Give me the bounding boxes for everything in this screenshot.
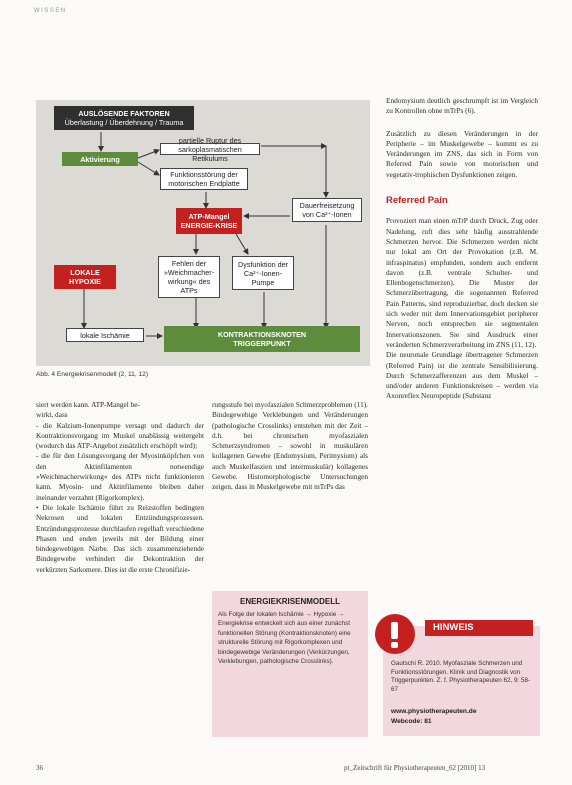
ischemia-box: lokale Ischämie xyxy=(66,328,144,342)
trigger-point-label: TRIGGERPUNKT xyxy=(233,339,291,348)
trigger-factors-title: AUSLÖSENDE FAKTOREN xyxy=(78,109,170,118)
contraction-knot-label: KONTRAKTIONSKNOTEN xyxy=(217,330,307,339)
hinweis-box xyxy=(383,622,540,736)
bullet-item: • Die lokale Ischämie führt zu Reizstoffen bedingten Nekrosen und lokalen Entzündungsprozessen. Entzündungsprozesse durchlaufen regelhaft verschiedene Phasen und enden jeweils mit der Bildung einer bindegewebigen Narbe. Das sich zusammenziehende Bindegewebe verhindert die Dekontraktion der verkürzten Sarkomere. Dies ist die erste Chronifizie- xyxy=(36,502,204,574)
hypoxia-box: LOKALE HYPOXIE xyxy=(54,265,116,289)
activation-box: Aktivierung xyxy=(62,152,138,166)
bullet-item: - die Kalzium-Ionenpumpe versagt und dadurch der Kontraktionsvorgang im Muskel unablässig weitergeht (wodurch das ATP-Angebot zusätzlich erschöpft wird); xyxy=(36,420,204,451)
middle-text: rungsstufe bei myofaszialen Schmerzproblemen (11). Bindegewebige Verklebungen und Veränderungen (pathologische Crosslinks) entstehen mit der Zeit – d.h. bei chronischen myofaszialen Schmerzsyndromen – sowohl in muskulären kollagenen Gewebe (Endomysium, Perimysium) als auch Muskelfaszien und intermuskulär) kollagenes Gewebe. Histomorphologische Untersuchungen zeigen, dass in Muskelgewebe mit mTrPs das xyxy=(212,400,368,492)
left-column xyxy=(36,400,204,575)
page-number: 36 xyxy=(36,764,43,772)
infobox-title: ENERGIEKRISENMODELL xyxy=(239,597,340,606)
journal-footer: pt_Zeitschrift für Physiotherapeuten_62 [2010] 13 xyxy=(344,764,486,772)
middle-column xyxy=(212,400,368,493)
right-column xyxy=(386,96,538,402)
trigger-factors-sub: Überlastung / Überdehnung / Trauma xyxy=(64,118,184,127)
energy-crisis-box xyxy=(176,208,242,234)
paragraph: Die neuronale Grundlage übertragener Schmerzen (Referred Pain) ist die zentrale Sensibilisierung. Durch Schmerzafferenzen aus dem Muskel – und/oder anderen Funktionskreisen – werden via Axonreflex Neuropeptide (Substanz xyxy=(386,350,538,401)
paragraph: Zusätzlich zu diesen Veränderungen in der Peripherie – im Muskelgewebe – kommt es zu Veränderungen im ZNS, das sich in Form von Referred Pain sowie von motorischen und vegetativ-trophischen Dysfunktionen zeigen. xyxy=(386,128,538,179)
figure-caption: Abb. 4 Energiekrisenmodell (2, 11, 12) xyxy=(36,371,149,378)
atp-deficit-label: ATP-Mangel xyxy=(188,212,230,221)
trigger-point-box xyxy=(164,326,360,352)
calcium-release-box: Dauerfreisetzung von Ca²⁺-Ionen xyxy=(292,198,362,222)
energy-crisis-figure xyxy=(36,100,370,366)
hinweis-web-link[interactable]: www.physiotherapeuten.de xyxy=(391,708,477,715)
section-label: WISSEN xyxy=(34,8,67,14)
hinweis-reference: Gautschi R. 2010. Myofasziale Schmerzen und Funktionsstörungen. Klinik und Diagnostik von Triggerpunkten. Z. f. Physiotherapeuten 62, 9: 58-67 xyxy=(391,660,531,693)
rupture-box: partielle Ruptur des sarkoplasmatischen Retikulums xyxy=(160,143,260,155)
energy-crisis-infobox xyxy=(212,591,368,737)
hinweis-webcode: Webcode: 81 xyxy=(391,718,432,725)
text-line: wirkt, dass xyxy=(36,410,68,420)
exclamation-icon xyxy=(375,614,415,654)
section-heading: Referred Pain xyxy=(386,195,448,207)
infobox-text: Als Folge der lokalen Ischämie → Hypoxie → Energiekrise entwickelt sich aus einer zunächst funktionellen Störung (Kontraktionsknoten) eine strukturelle Störung mit Rigorkomplexen und bindegewebige Veränderungen (Verkürzungen, Verklebungen, pathologische Crosslinks). xyxy=(218,611,351,666)
pump-dysfunction-box: Dysfunktion der Ca²⁺-Ionen-Pumpe xyxy=(232,256,294,290)
hinweis-title: HINWEIS xyxy=(425,620,533,636)
endplate-box: Funktionsstörung der motorischen Endplatte xyxy=(160,168,248,190)
paragraph: Endomysium deutlich geschrumpft ist im Vergleich zu Kontrollen ohne mTrPs (6). xyxy=(386,96,538,116)
bullet-item: - die für den Lösungsvorgang der Myosinköpfchen von den Aktinfilamenten notwendige »Weichmacherwirkung« des ATPs nicht funktionieren kann. Myosin- und Aktinfilamente bleiben daher ineinander verzahnt (Rigorkomplex). xyxy=(36,451,204,502)
paragraph: Provoziert man einen mTrP durch Druck, Zug oder Nadelung, ruft dies sehr häufig ausstrahlende Schmerzen hervor. Die Schmerzen werden nicht nur lokal am Ort der Provokation (z.B. M. infraspinatus) empfunden, sondern auch entfernt davon (z.B. ventrale Schulter- und Ellenbogenschmerzen). Die Muster der Schmerzübertragung, die sogenannten Referred Pain Patterns, sind reproduzierbar, doch decken sie sich weder mit dem Innervationsgebiet peripherer Nerven, noch entsprechen sie segmentalen Innervationszonen. Sie sind Ausdruck einer veränderten Schmerzverarbeitung im ZNS (11, 12). xyxy=(386,216,538,349)
plasticizer-box: Fehlen der »Weichmacher-wirkung« des ATPs xyxy=(158,256,220,298)
energy-crisis-label: ENERGIE-KRISE xyxy=(180,221,238,230)
text-line: siert werden kann. ATP-Mangel be- xyxy=(36,400,140,409)
